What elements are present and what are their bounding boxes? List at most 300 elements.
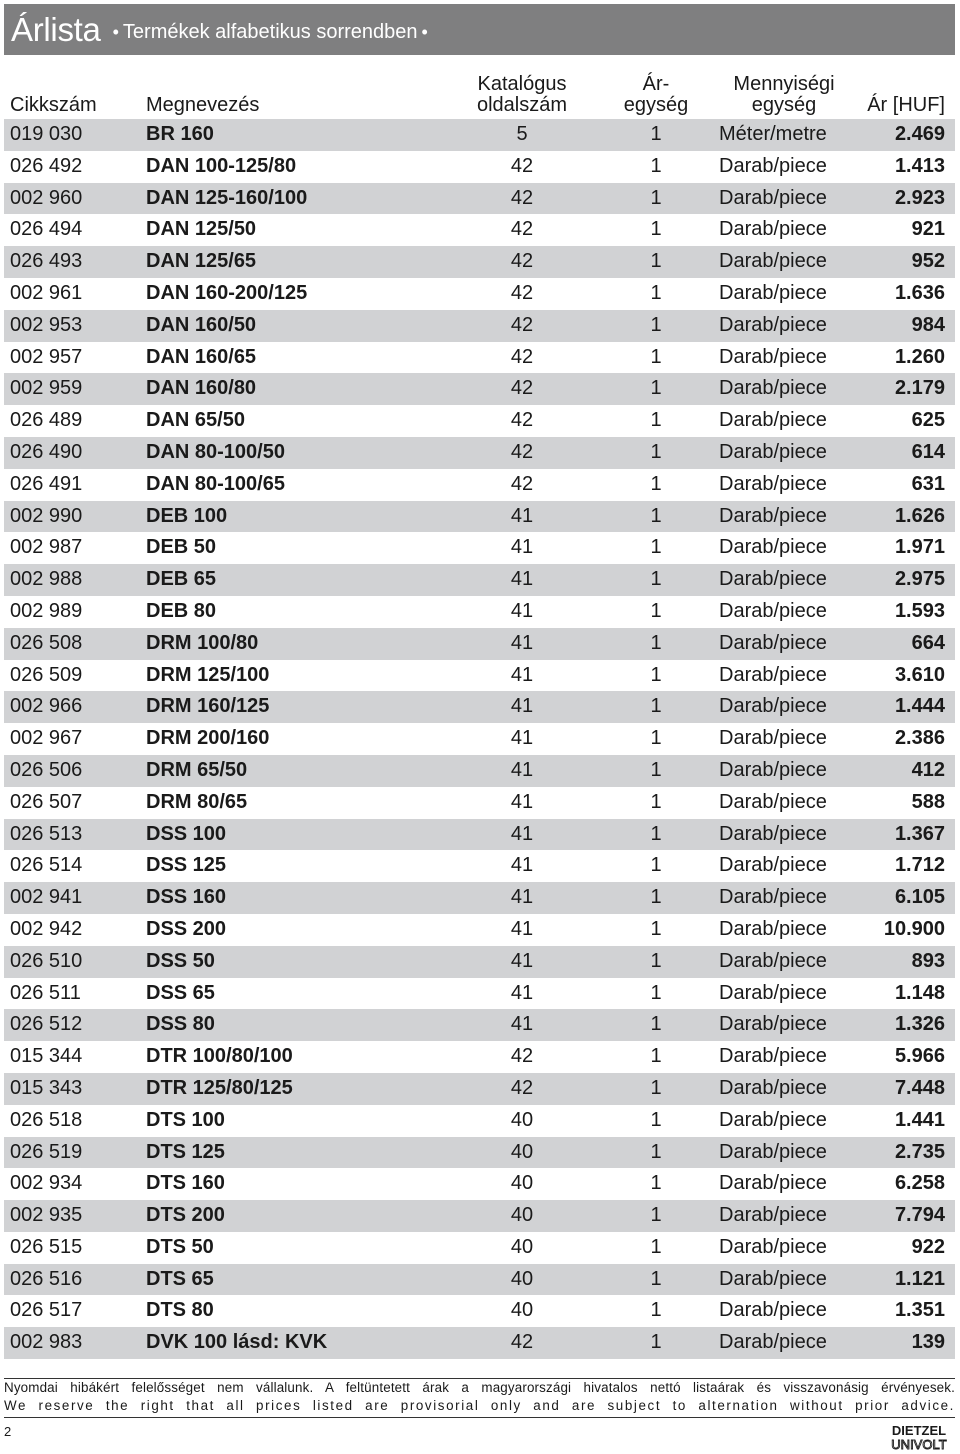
cell-price-unit: 1 [650, 822, 662, 845]
cell-price: 1.444 [894, 695, 945, 718]
logo-line1: DIETZEL [891, 1423, 947, 1438]
cell-price: 1.441 [894, 1108, 945, 1131]
cell-catalog-page: 41 [510, 949, 534, 972]
cell-quantity-unit: Darab/piece [719, 250, 827, 273]
cell-name: DRM 200/160 [146, 727, 270, 750]
table-row [4, 978, 955, 1010]
cell-catalog-page: 41 [510, 599, 534, 622]
header-code: Cikkszám [10, 94, 97, 116]
cell-price: 6.105 [894, 886, 945, 909]
table-row [4, 882, 955, 914]
table-row [4, 914, 955, 946]
cell-catalog-page: 41 [510, 504, 534, 527]
cell-name: DEB 80 [146, 599, 217, 622]
cell-code: 026 494 [10, 218, 83, 241]
cell-name: DAN 160/65 [146, 345, 257, 368]
cell-name: DEB 100 [146, 504, 228, 527]
cell-price: 631 [911, 472, 945, 495]
cell-price: 7.448 [894, 1076, 945, 1099]
cell-catalog-page: 41 [510, 663, 534, 686]
cell-price-unit: 1 [650, 1140, 662, 1163]
cell-name: DRM 160/125 [146, 695, 270, 718]
title-bar [4, 4, 955, 55]
cell-name: DSS 200 [146, 917, 227, 940]
cell-price: 2.923 [894, 186, 945, 209]
page-title: Árlista [11, 10, 101, 48]
cell-catalog-page: 41 [510, 981, 534, 1004]
bullet-right: • [421, 22, 428, 42]
table-row [4, 246, 955, 278]
cell-quantity-unit: Darab/piece [719, 981, 827, 1004]
cell-price-unit: 1 [650, 313, 662, 336]
cell-name: DTR 125/80/125 [146, 1076, 293, 1099]
cell-quantity-unit: Méter/metre [719, 123, 827, 145]
cell-catalog-page: 41 [510, 854, 534, 877]
cell-code: 026 512 [10, 1013, 83, 1036]
cell-price: 1.593 [894, 599, 945, 622]
cell-price: 921 [911, 218, 945, 241]
cell-price-unit: 1 [650, 886, 662, 909]
cell-catalog-page: 41 [510, 727, 534, 750]
cell-name: DSS 100 [146, 822, 227, 845]
cell-catalog-page: 41 [510, 536, 534, 559]
cell-price-unit: 1 [650, 123, 662, 145]
cell-catalog-page: 40 [510, 1140, 534, 1163]
cell-price: 10.900 [883, 917, 945, 940]
cell-name: DEB 65 [146, 568, 217, 591]
cell-quantity-unit: Darab/piece [719, 1172, 827, 1195]
cell-code: 026 513 [10, 822, 83, 845]
cell-price: 2.975 [894, 568, 945, 591]
cell-code: 026 491 [10, 472, 83, 495]
cell-catalog-page: 40 [510, 1108, 534, 1131]
cell-price: 3.610 [894, 663, 945, 686]
cell-quantity-unit: Darab/piece [719, 536, 827, 559]
cell-catalog-page: 42 [510, 186, 534, 209]
table-row [4, 373, 955, 405]
cell-price-unit: 1 [650, 1108, 662, 1131]
cell-price: 614 [911, 440, 945, 463]
cell-quantity-unit: Darab/piece [719, 186, 827, 209]
cell-catalog-page: 42 [510, 1331, 534, 1354]
table-row [4, 183, 955, 215]
cell-price: 1.121 [894, 1267, 945, 1290]
cell-catalog-page: 41 [510, 1013, 534, 1036]
table-row [4, 691, 955, 723]
cell-price: 588 [911, 790, 945, 813]
cell-name: DAN 80-100/65 [146, 472, 285, 495]
cell-code: 026 490 [10, 440, 83, 463]
cell-name: DSS 160 [146, 886, 227, 909]
cell-price-unit: 1 [650, 536, 662, 559]
cell-price-unit: 1 [650, 599, 662, 622]
table-row [4, 946, 955, 978]
cell-code: 002 941 [10, 886, 83, 909]
cell-price-unit: 1 [650, 218, 662, 241]
cell-price-unit: 1 [650, 1331, 662, 1354]
table-row [4, 1264, 955, 1296]
cell-catalog-page: 40 [510, 1267, 534, 1290]
cell-quantity-unit: Darab/piece [719, 917, 827, 940]
table-row [4, 723, 955, 755]
cell-price: 952 [911, 250, 945, 273]
header-unit-line1: Ár- [642, 73, 670, 95]
cell-name: DAN 80-100/50 [146, 440, 285, 463]
cell-quantity-unit: Darab/piece [719, 1140, 827, 1163]
footer-divider-bottom [4, 1417, 955, 1418]
cell-catalog-page: 5 [516, 123, 528, 145]
cell-quantity-unit: Darab/piece [719, 568, 827, 591]
cell-catalog-page: 40 [510, 1172, 534, 1195]
cell-name: DEB 50 [146, 536, 217, 559]
cell-code: 026 519 [10, 1140, 83, 1163]
dietzel-univolt-logo [884, 1422, 954, 1452]
cell-price-unit: 1 [650, 663, 662, 686]
cell-catalog-page: 41 [510, 917, 534, 940]
cell-quantity-unit: Darab/piece [719, 504, 827, 527]
cell-catalog-page: 41 [510, 568, 534, 591]
cell-catalog-page: 41 [510, 631, 534, 654]
cell-price: 1.260 [894, 345, 945, 368]
table-row [4, 660, 955, 692]
cell-code: 002 966 [10, 695, 83, 718]
cell-catalog-page: 42 [510, 154, 534, 177]
table-row [4, 1168, 955, 1200]
footer-note-hu: Nyomdai hibákért felelősséget nem vállalunk. A feltüntetett árak a magyarországi hivatalos nettó listaárak és visszavonásig érvényesek. [4, 1380, 955, 1395]
cell-price: 2.179 [894, 377, 945, 400]
cell-name: DTS 65 [146, 1267, 214, 1290]
cell-catalog-page: 42 [510, 281, 534, 304]
cell-quantity-unit: Darab/piece [719, 1045, 827, 1068]
cell-catalog-page: 41 [510, 790, 534, 813]
cell-quantity-unit: Darab/piece [719, 313, 827, 336]
cell-quantity-unit: Darab/piece [719, 886, 827, 909]
cell-code: 002 961 [10, 281, 83, 304]
cell-name: DSS 80 [146, 1013, 215, 1036]
cell-quantity-unit: Darab/piece [719, 377, 827, 400]
cell-name: BR 160 [146, 123, 214, 145]
cell-price-unit: 1 [650, 790, 662, 813]
cell-quantity-unit: Darab/piece [719, 440, 827, 463]
cell-code: 026 510 [10, 949, 83, 972]
cell-name: DTS 100 [146, 1108, 225, 1131]
table-row [4, 850, 955, 882]
cell-code: 002 935 [10, 1204, 83, 1227]
cell-name: DAN 100-125/80 [146, 154, 297, 177]
cell-code: 002 989 [10, 599, 83, 622]
header-price: Ár [HUF] [867, 94, 945, 116]
cell-quantity-unit: Darab/piece [719, 1076, 827, 1099]
cell-quantity-unit: Darab/piece [719, 790, 827, 813]
cell-name: DRM 100/80 [146, 631, 259, 654]
table-row [4, 342, 955, 374]
cell-quantity-unit: Darab/piece [719, 822, 827, 845]
cell-code: 002 960 [10, 186, 83, 209]
cell-code: 026 493 [10, 250, 83, 273]
cell-code: 015 344 [10, 1045, 83, 1068]
cell-name: DRM 80/65 [146, 790, 248, 813]
header-catalog [452, 74, 592, 116]
cell-price-unit: 1 [650, 504, 662, 527]
cell-quantity-unit: Darab/piece [719, 218, 827, 241]
bullet-left: • [112, 22, 119, 42]
cell-price: 1.351 [894, 1299, 945, 1322]
cell-code: 002 983 [10, 1331, 83, 1354]
cell-name: DTS 160 [146, 1172, 225, 1195]
logo-line2: UNIVOLT [891, 1437, 947, 1452]
cell-name: DRM 65/50 [146, 758, 248, 781]
cell-catalog-page: 42 [510, 250, 534, 273]
cell-name: DSS 125 [146, 854, 227, 877]
cell-price-unit: 1 [650, 631, 662, 654]
cell-quantity-unit: Darab/piece [719, 345, 827, 368]
cell-price: 922 [911, 1235, 945, 1258]
price-table-body [4, 119, 955, 1359]
cell-price-unit: 1 [650, 409, 662, 432]
cell-code: 026 514 [10, 854, 83, 877]
cell-quantity-unit: Darab/piece [719, 949, 827, 972]
table-row [4, 787, 955, 819]
header-unit-line2: egység [623, 94, 689, 116]
cell-name: DAN 160/80 [146, 377, 257, 400]
cell-quantity-unit: Darab/piece [719, 695, 827, 718]
cell-price: 893 [911, 949, 945, 972]
table-row [4, 755, 955, 787]
cell-catalog-page: 41 [510, 886, 534, 909]
cell-quantity-unit: Darab/piece [719, 154, 827, 177]
cell-quantity-unit: Darab/piece [719, 631, 827, 654]
table-row [4, 1105, 955, 1137]
cell-price: 412 [911, 758, 945, 781]
cell-price-unit: 1 [650, 186, 662, 209]
cell-name: DTS 125 [146, 1140, 225, 1163]
table-row [4, 819, 955, 851]
page-number: 2 [4, 1424, 12, 1439]
header-quantity-unit [710, 74, 858, 116]
footer-note-en: We reserve the right that all prices listed are provisorial only and are subject to alternation without prior advice. [4, 1398, 955, 1413]
cell-quantity-unit: Darab/piece [719, 854, 827, 877]
cell-price: 1.971 [894, 536, 945, 559]
cell-quantity-unit: Darab/piece [719, 727, 827, 750]
cell-code: 026 506 [10, 758, 83, 781]
cell-price-unit: 1 [650, 472, 662, 495]
cell-code: 026 511 [10, 981, 81, 1004]
header-catalog-line1: Katalógus [477, 73, 567, 95]
table-row [4, 1073, 955, 1105]
cell-catalog-page: 42 [510, 345, 534, 368]
cell-price-unit: 1 [650, 1204, 662, 1227]
table-header [4, 68, 955, 118]
cell-catalog-page: 41 [510, 695, 534, 718]
cell-price-unit: 1 [650, 695, 662, 718]
table-row [4, 1232, 955, 1264]
header-name: Megnevezés [146, 94, 260, 116]
cell-quantity-unit: Darab/piece [719, 599, 827, 622]
cell-name: DSS 50 [146, 949, 215, 972]
cell-catalog-page: 40 [510, 1235, 534, 1258]
cell-catalog-page: 42 [510, 440, 534, 463]
table-row [4, 1041, 955, 1073]
cell-price-unit: 1 [650, 1299, 662, 1322]
cell-price-unit: 1 [650, 1045, 662, 1068]
cell-quantity-unit: Darab/piece [719, 1331, 827, 1354]
table-row [4, 628, 955, 660]
cell-price: 6.258 [894, 1172, 945, 1195]
cell-price: 1.326 [894, 1013, 945, 1036]
cell-price-unit: 1 [650, 949, 662, 972]
cell-price: 5.966 [894, 1045, 945, 1068]
cell-price-unit: 1 [650, 568, 662, 591]
cell-price: 2.469 [894, 123, 945, 145]
cell-price-unit: 1 [650, 727, 662, 750]
cell-price: 7.794 [894, 1204, 945, 1227]
cell-code: 026 517 [10, 1299, 83, 1322]
table-row [4, 151, 955, 183]
cell-quantity-unit: Darab/piece [719, 1235, 827, 1258]
cell-catalog-page: 42 [510, 1076, 534, 1099]
cell-price: 1.413 [894, 154, 945, 177]
cell-name: DAN 160-200/125 [146, 281, 308, 304]
cell-quantity-unit: Darab/piece [719, 1013, 827, 1036]
cell-price: 1.367 [894, 822, 945, 845]
cell-quantity-unit: Darab/piece [719, 409, 827, 432]
cell-code: 002 959 [10, 377, 83, 400]
cell-price-unit: 1 [650, 377, 662, 400]
cell-price-unit: 1 [650, 1076, 662, 1099]
cell-price-unit: 1 [650, 1267, 662, 1290]
cell-price-unit: 1 [650, 917, 662, 940]
cell-code: 026 518 [10, 1108, 83, 1131]
table-row [4, 437, 955, 469]
table-row [4, 214, 955, 246]
cell-price: 1.626 [894, 504, 945, 527]
cell-price: 139 [911, 1331, 945, 1354]
cell-name: DRM 125/100 [146, 663, 270, 686]
table-row [4, 1295, 955, 1327]
cell-name: DAN 65/50 [146, 409, 245, 432]
cell-name: DTS 50 [146, 1235, 214, 1258]
cell-catalog-page: 42 [510, 1045, 534, 1068]
header-unit [604, 74, 708, 116]
cell-price: 984 [911, 313, 945, 336]
cell-quantity-unit: Darab/piece [719, 1108, 827, 1131]
table-row [4, 596, 955, 628]
cell-code: 002 942 [10, 917, 83, 940]
table-row [4, 469, 955, 501]
cell-quantity-unit: Darab/piece [719, 281, 827, 304]
cell-price-unit: 1 [650, 1013, 662, 1036]
cell-price-unit: 1 [650, 345, 662, 368]
cell-name: DAN 125/65 [146, 250, 257, 273]
table-row [4, 310, 955, 342]
table-row [4, 564, 955, 596]
cell-price: 2.386 [894, 727, 945, 750]
table-row [4, 532, 955, 564]
cell-catalog-page: 42 [510, 218, 534, 241]
cell-price: 625 [911, 409, 945, 432]
cell-code: 015 343 [10, 1076, 83, 1099]
header-qty-line2: egység [751, 94, 817, 116]
cell-price-unit: 1 [650, 440, 662, 463]
cell-code: 002 990 [10, 504, 83, 527]
table-row [4, 501, 955, 533]
footer-divider-top [4, 1378, 955, 1379]
cell-name: DTR 100/80/100 [146, 1045, 293, 1068]
cell-code: 002 953 [10, 313, 83, 336]
cell-name: DAN 125-160/100 [146, 186, 308, 209]
cell-catalog-page: 41 [510, 758, 534, 781]
cell-code: 026 492 [10, 154, 83, 177]
table-row [4, 405, 955, 437]
cell-quantity-unit: Darab/piece [719, 758, 827, 781]
cell-code: 019 030 [10, 123, 83, 145]
cell-code: 026 489 [10, 409, 83, 432]
header-catalog-line2: oldalszám [476, 94, 568, 116]
cell-code: 002 987 [10, 536, 83, 559]
cell-price-unit: 1 [650, 1172, 662, 1195]
cell-price-unit: 1 [650, 1235, 662, 1258]
cell-catalog-page: 42 [510, 409, 534, 432]
table-row [4, 1009, 955, 1041]
cell-catalog-page: 40 [510, 1299, 534, 1322]
cell-price: 1.712 [894, 854, 945, 877]
cell-price: 1.148 [894, 981, 945, 1004]
cell-quantity-unit: Darab/piece [719, 472, 827, 495]
cell-name: DSS 65 [146, 981, 215, 1004]
cell-price-unit: 1 [650, 758, 662, 781]
cell-code: 026 507 [10, 790, 83, 813]
cell-code: 002 967 [10, 727, 83, 750]
table-row [4, 1200, 955, 1232]
cell-price: 1.636 [894, 281, 945, 304]
cell-price: 2.735 [894, 1140, 945, 1163]
cell-catalog-page: 40 [510, 1204, 534, 1227]
cell-code: 026 509 [10, 663, 83, 686]
cell-quantity-unit: Darab/piece [719, 1299, 827, 1322]
cell-code: 002 934 [10, 1172, 83, 1195]
cell-name: DTS 80 [146, 1299, 214, 1322]
cell-quantity-unit: Darab/piece [719, 663, 827, 686]
cell-code: 002 988 [10, 568, 83, 591]
cell-price-unit: 1 [650, 154, 662, 177]
cell-price-unit: 1 [650, 854, 662, 877]
cell-code: 026 516 [10, 1267, 83, 1290]
cell-name: DVK 100 lásd: KVK [146, 1331, 328, 1354]
cell-quantity-unit: Darab/piece [719, 1204, 827, 1227]
cell-price: 664 [911, 631, 945, 654]
cell-name: DAN 125/50 [146, 218, 257, 241]
cell-name: DTS 200 [146, 1204, 225, 1227]
subtitle-text: Termékek alfabetikus sorrendben [122, 21, 418, 43]
cell-code: 026 515 [10, 1235, 83, 1258]
cell-quantity-unit: Darab/piece [719, 1267, 827, 1290]
cell-catalog-page: 42 [510, 377, 534, 400]
cell-code: 026 508 [10, 631, 83, 654]
cell-catalog-page: 42 [510, 472, 534, 495]
page-subtitle [109, 21, 432, 44]
cell-code: 002 957 [10, 345, 83, 368]
table-row [4, 1137, 955, 1169]
cell-price-unit: 1 [650, 250, 662, 273]
cell-name: DAN 160/50 [146, 313, 257, 336]
table-row [4, 1327, 955, 1359]
table-row [4, 119, 955, 151]
cell-price-unit: 1 [650, 981, 662, 1004]
header-qty-line1: Mennyiségi [733, 73, 835, 95]
cell-price-unit: 1 [650, 281, 662, 304]
cell-catalog-page: 41 [510, 822, 534, 845]
table-row [4, 278, 955, 310]
